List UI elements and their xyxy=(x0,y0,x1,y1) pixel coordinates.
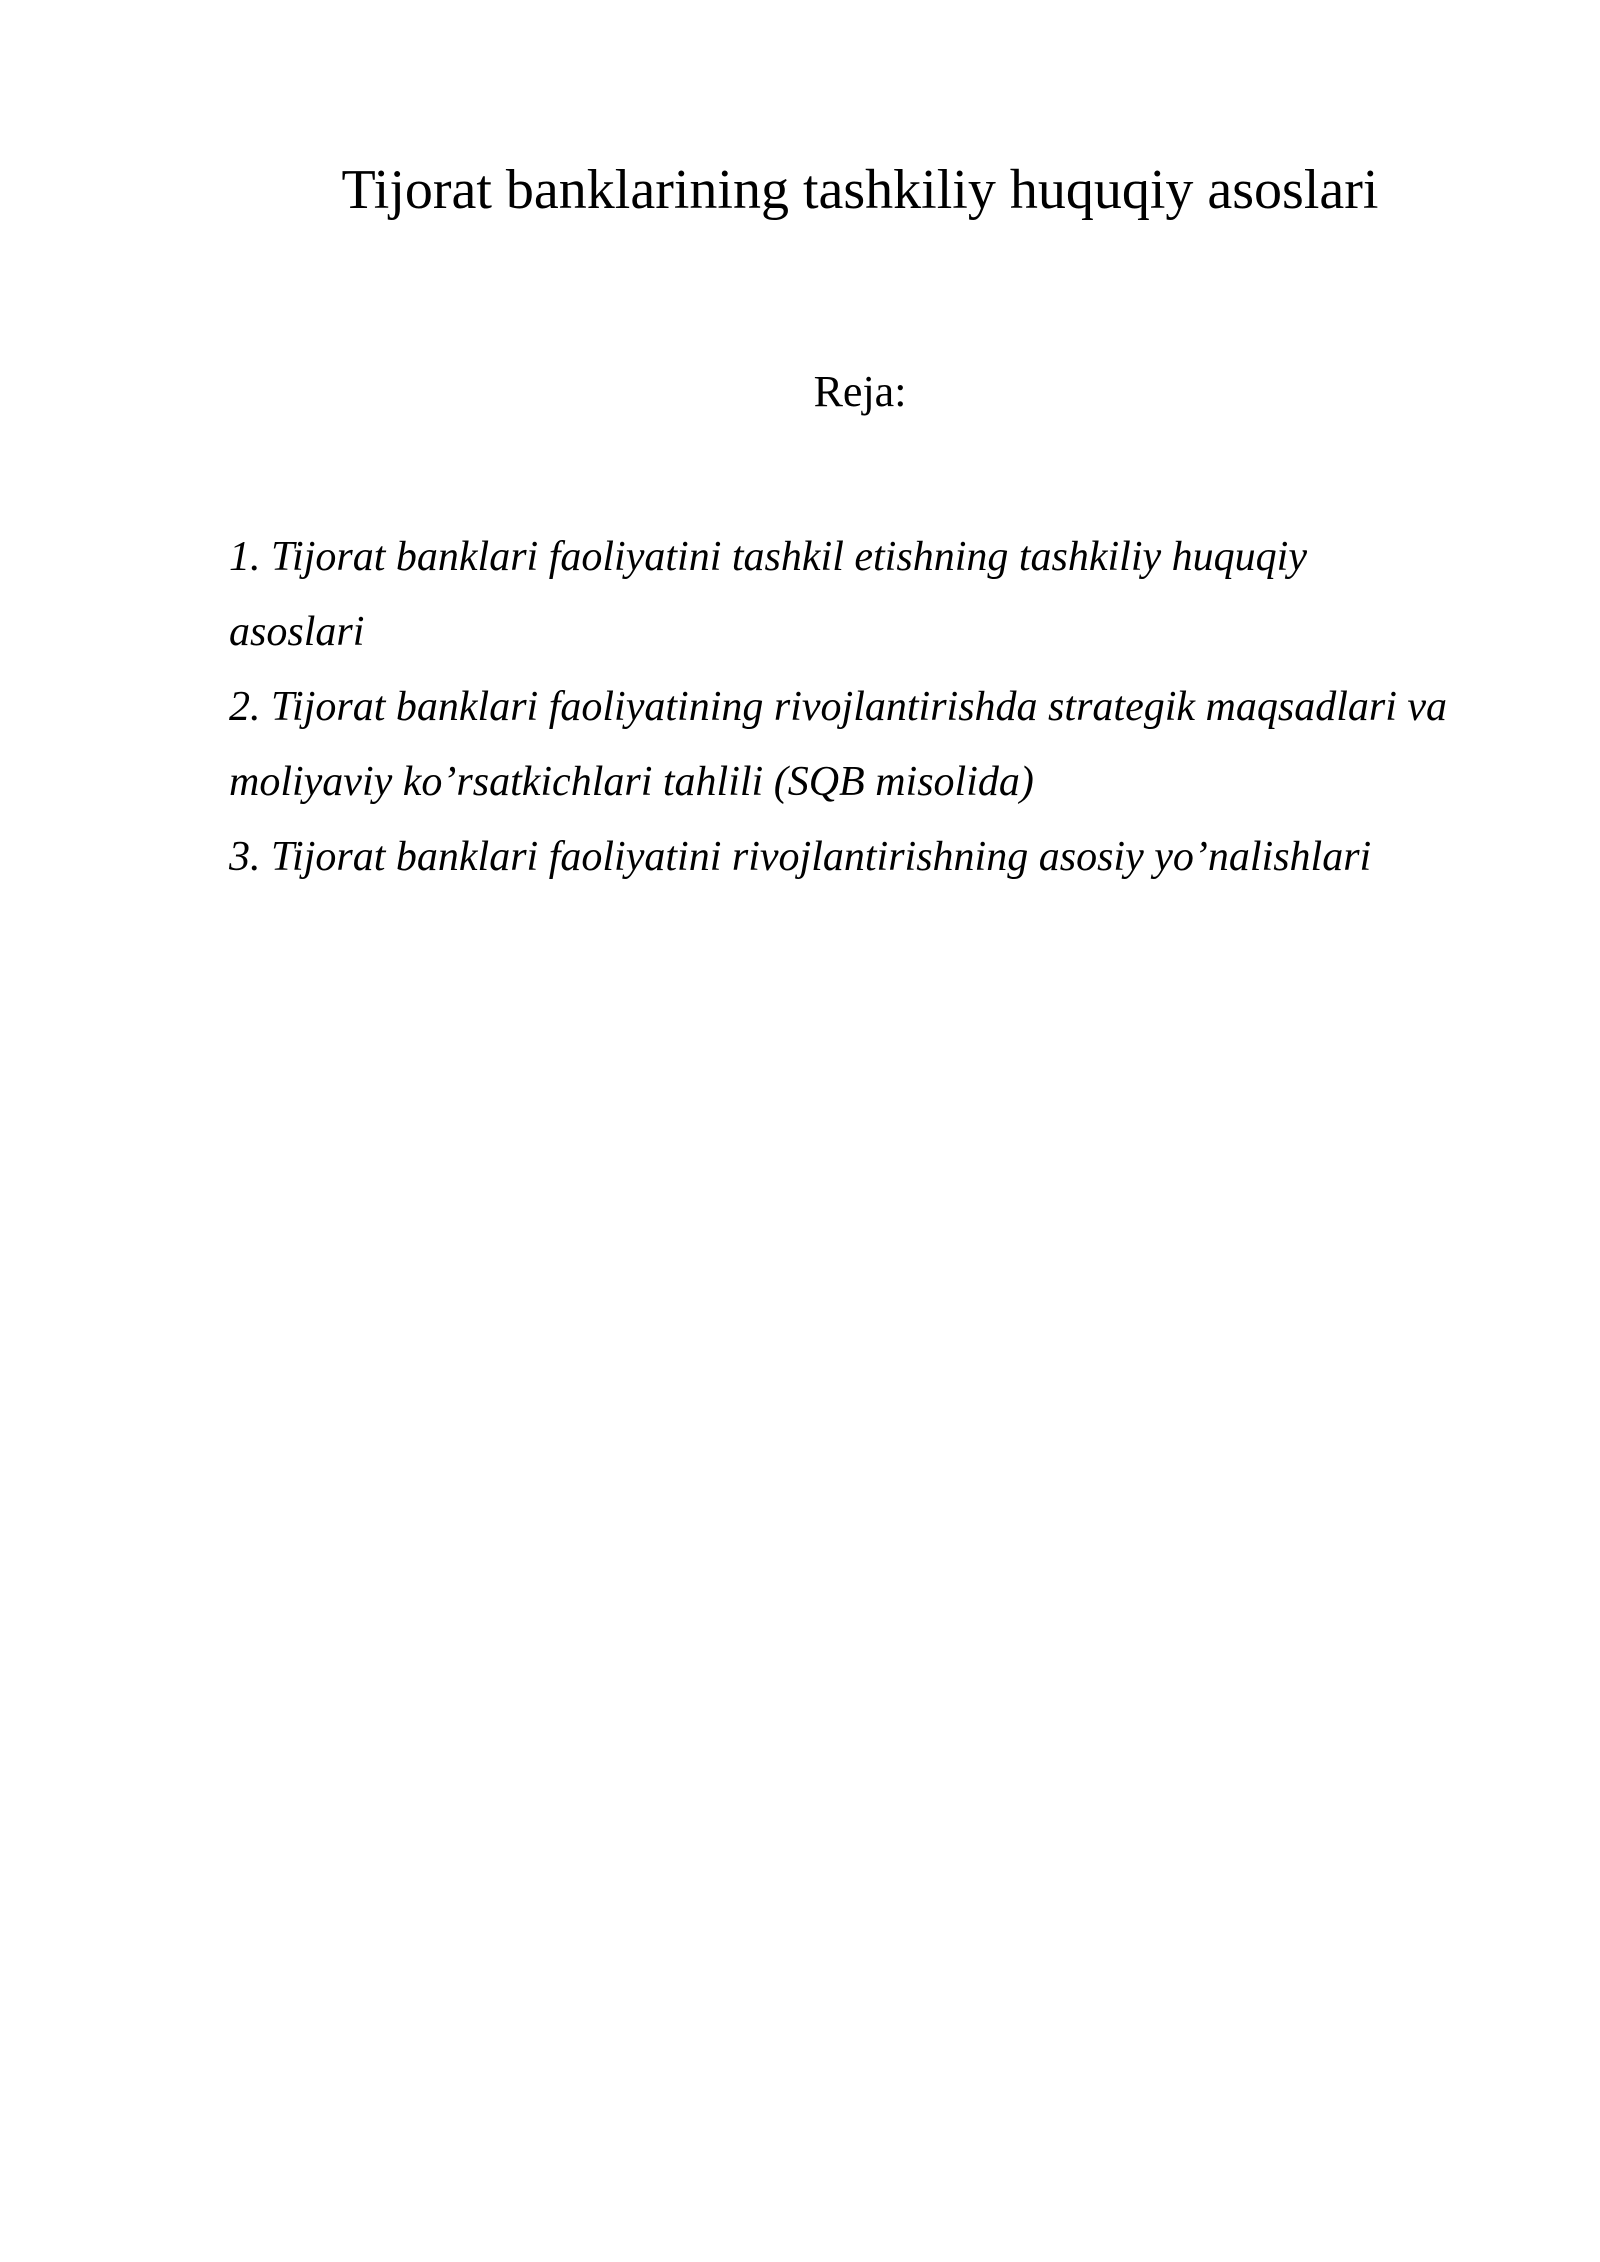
plan-item-line: 1. Tijorat banklari faoliyatini tashkil etishning tashkiliy huquqiy xyxy=(229,534,1307,580)
plan-list xyxy=(229,520,1529,895)
plan-heading: Reja: xyxy=(813,367,907,416)
plan-item-line: asoslari xyxy=(229,609,365,655)
plan-item xyxy=(229,670,1529,820)
plan-item-line: moliyaviy ko’rsatkichlari tahlili (SQB misolida) xyxy=(229,759,1034,805)
document-title: Tijorat banklarining tashkiliy huquqiy asoslari xyxy=(341,159,1379,221)
plan-item-line: 3. Tijorat banklari faoliyatini rivojlantirishning asosiy yo’nalishlari xyxy=(229,834,1372,880)
plan-item-line: 2. Tijorat banklari faoliyatining rivojlantirishda strategik maqsadlari va xyxy=(229,684,1448,730)
plan-item xyxy=(229,820,1529,895)
plan-item xyxy=(229,520,1529,670)
